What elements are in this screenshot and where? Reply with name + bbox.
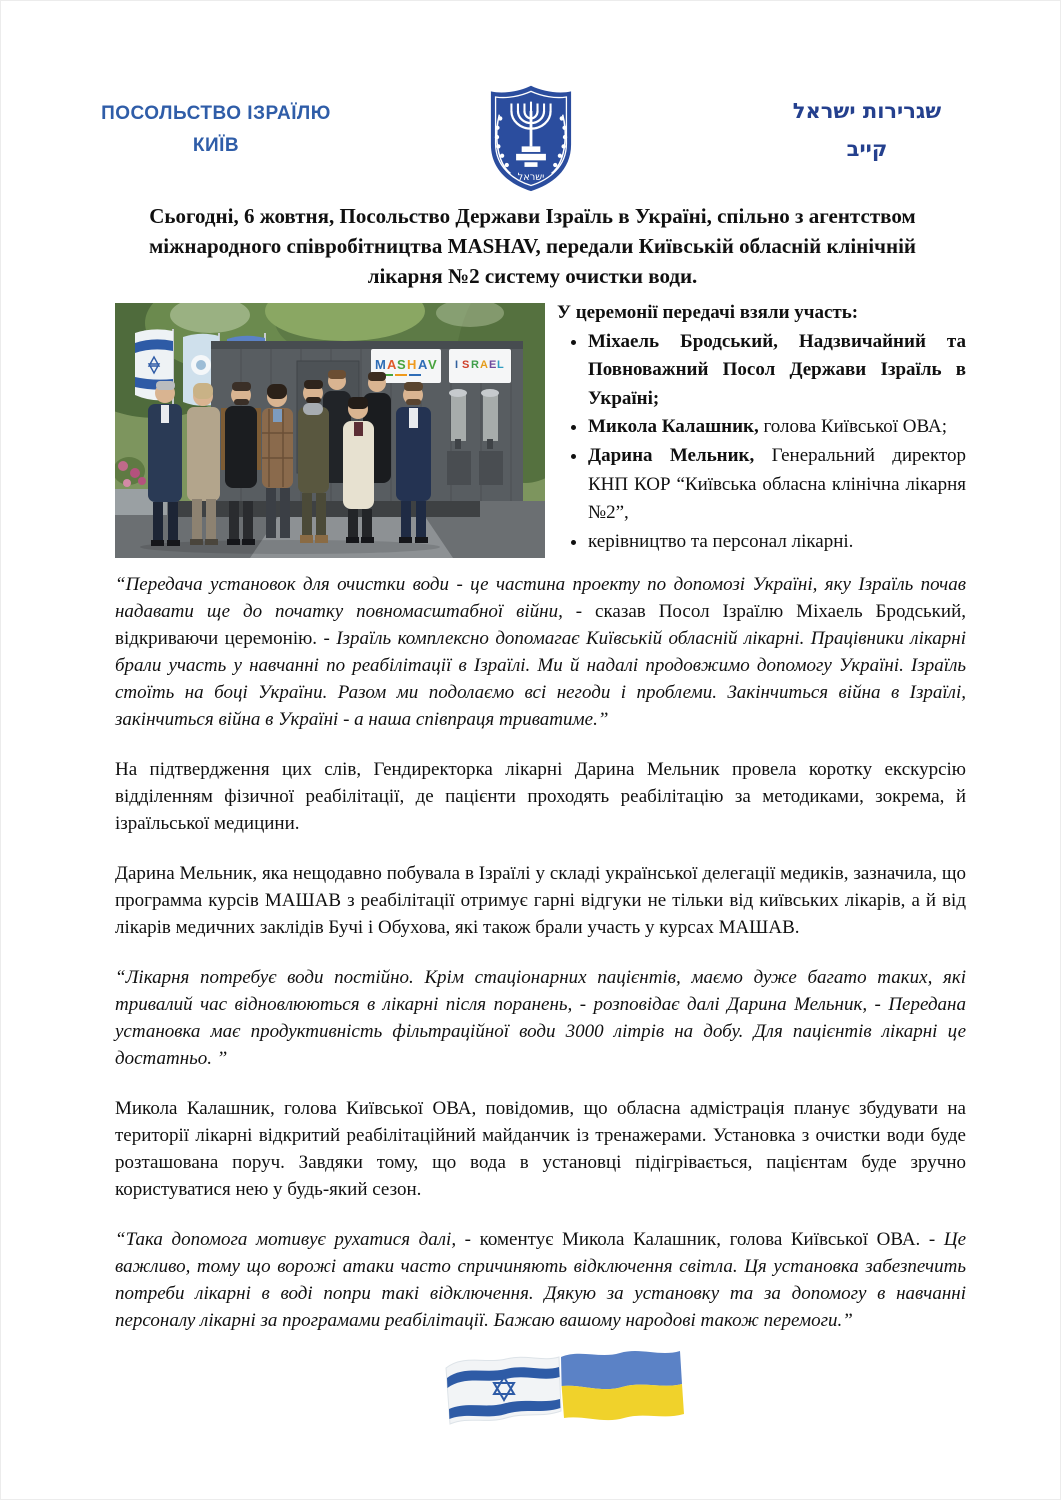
participants-section xyxy=(557,299,966,556)
list-item: • керівництво та персонал лікарні. xyxy=(588,528,966,557)
quote-paragraph-director: “Лікарня потребує води постійно. Крім стаціонарних пацієнтів, маємо дуже багато таких, які тривалий час відновлюються в лікарні після поранень, - розповідає далі Дарина Мельник, - Передана установка має продуктивність фільтраційної води 3000 літрів на добу. Для пацієнтів лікарні це достатньо. ” xyxy=(115,967,966,1069)
waving-israel-flag xyxy=(446,1357,561,1424)
mashav-letter: H xyxy=(407,357,417,372)
israel-ukraine-flags-icon xyxy=(428,1334,703,1454)
mashav-letter: V xyxy=(428,357,437,372)
israel-letter: A xyxy=(480,359,488,371)
israel-letter: R xyxy=(471,359,479,371)
quote-paragraph-governor: “Така допомога мотивує рухатися далі, - коментує Микола Калашник, голова Київської ОВА. - Це важливо, тому що ворожі атаки часто спричиняють відключення світла. Ця установка забезпечить потреби лікарні в воді попри такі відключення. Дякую за установку та за допомогу в навчанні персоналу лікарні за програмами реабілітації. Бажаю вашому народові також перемоги.” xyxy=(115,1229,966,1331)
embassy-hebrew-line2: קייב xyxy=(846,137,888,161)
israel-letter: L xyxy=(497,359,504,371)
list-item: • Дарина Мельник, Генеральний директор КНП КОР “Київська обласна клінічна лікарня №2”, xyxy=(588,442,966,528)
israel-letter: E xyxy=(489,359,497,371)
list-item: • Микола Калашник, голова Київської ОВА; xyxy=(588,413,966,442)
israel-state-emblem-icon xyxy=(484,83,578,198)
paragraph-governor: Микола Калашник, голова Київської ОВА, повідомив, що обласна адмістрація планує збудувати на території лікарні відкритий реабілітаційний майданчик із тренажерами. Установка з очистки води буде розташована поруч. Завдяки тому, що вода в установці підігрівається, пацієнтам буде зручно користуватися нею у будь-який сезон. xyxy=(115,1098,966,1200)
quote-paragraph-ambassador: “Передача установок для очистки води - це частина проекту по допомозі Україні, яку Ізраїль почав надавати ще до початку повномасштабної війни, - сказав Посол Ізраїлю Міхаель Бродський, відкриваючи церемонію. - Ізраїль комплексно допомагає Київській обласній лікарні. Працівники лікарні брали участь у навчанні по реабілітації в Ізраїлі. Ми й надалі продовжимо допомогу Україні. Ізраїль стоїть на боці України. Разом ми подолаємо всі негоди і проблеми. Закінчиться війна в Ізраїлі, закінчиться війна в Україні - а наша співпраця триватиме.” xyxy=(115,574,966,730)
israel-sign xyxy=(449,349,511,383)
list-item: • Міхаель Бродський, Надзвичайний та Повноважний Посол Держави Ізраїль в Україні; xyxy=(588,328,966,414)
press-release-title: Сьогодні, 6 жовтня, Посольство Держави Ізраїль в Україні, спільно з агентством міжнародного співробітництва MASHAV, передали Київській обласній клінічній лікарня №2 систему очистки води. xyxy=(148,204,916,288)
participants-list xyxy=(557,328,966,557)
israel-letter: S xyxy=(462,359,470,371)
embassy-name-line1: ПОСОЛЬСТВО ІЗРАЇЛЮ xyxy=(101,103,331,124)
waving-ukraine-flag xyxy=(561,1351,684,1420)
article-body xyxy=(115,571,966,1357)
embassy-name-hebrew xyxy=(777,92,957,168)
embassy-name-ukrainian xyxy=(88,98,344,162)
paragraph-mashav-courses: Дарина Мельник, яка нещодавно побувала в Ізраїлі у складі української делегації медиків, зазначила, що программа курсів МАШАВ з реабілітації отримує гарні відгуки не тільки від київських лікарів, а й від лікарів медичних заклідів Бучі і Обухова, які також брали участь у курсах МАШАВ. xyxy=(115,863,966,938)
embassy-name-line2: КИЇВ xyxy=(192,135,240,156)
embassy-hebrew-line1: שגרירות ישראל xyxy=(792,99,942,123)
ceremony-photo xyxy=(115,303,545,558)
emblem-hebrew-caption: ישראל xyxy=(517,171,545,183)
israel-letter: I xyxy=(455,359,459,371)
mashav-letter: M xyxy=(375,357,386,372)
participants-heading: У церемонії передачі взяли участь: xyxy=(557,302,859,323)
paragraph-tour: На підтвердження цих слів, Гендиректорка лікарні Дарина Мельник провела коротку екскурсію відділенням фізичної реабілітації, де пацієнти проходять реабілітацію за методиками, зокрема, й ізраїльської медицини. xyxy=(115,759,966,834)
mashav-letter: S xyxy=(397,357,406,372)
mashav-letter: A xyxy=(387,357,397,372)
mashav-letter: A xyxy=(418,357,428,372)
